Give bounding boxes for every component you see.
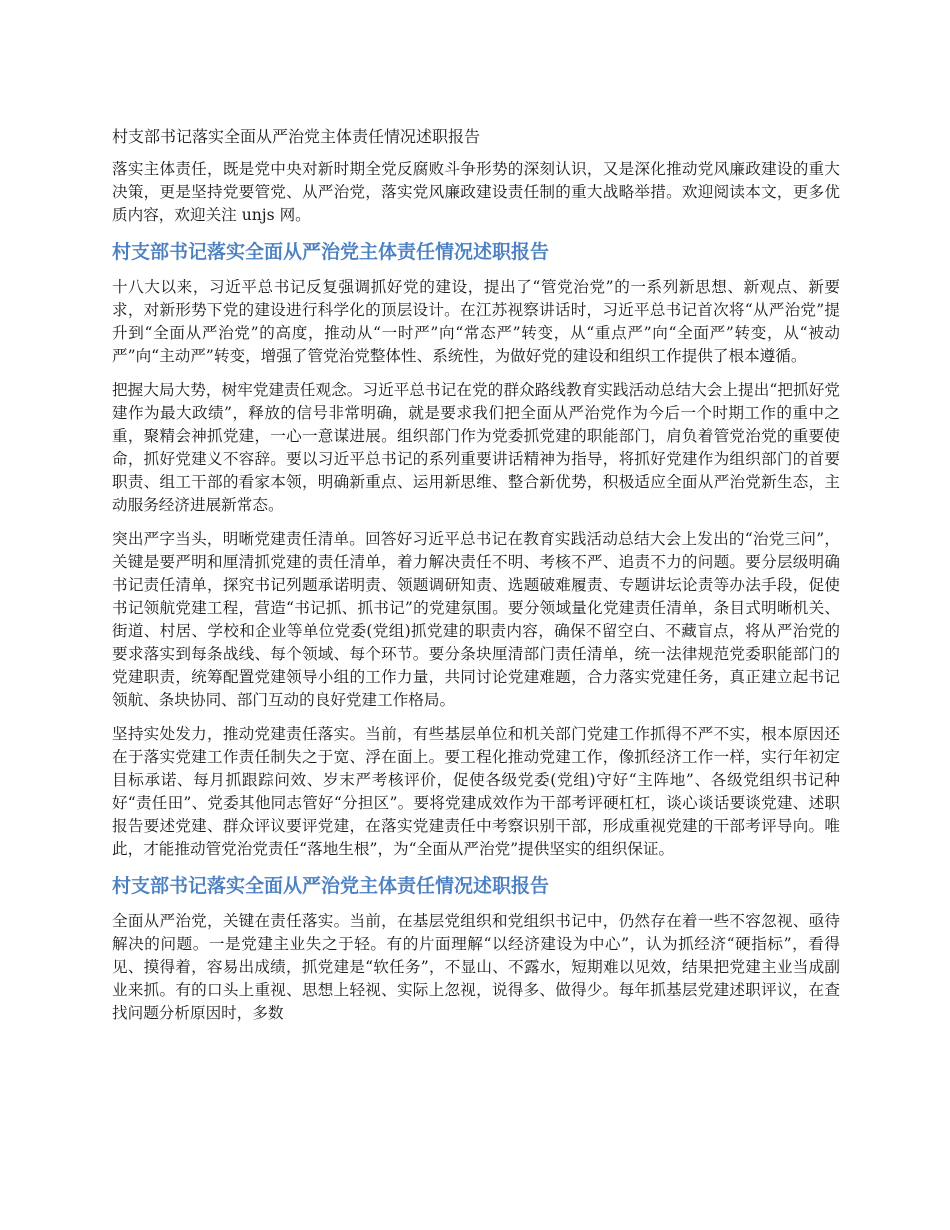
document-page [112, 124, 840, 1036]
section-paragraph: 把握大局大势，树牢党建责任观念。习近平总书记在党的群众路线教育实践活动总结大会上提出“把抓好党建作为最大政绩”，释放的信号非常明确，就是要求我们把全面从严治党作为今后一个时期工作的重中之重，聚精会神抓党建，一心一意谋进展。组织部门作为党委抓党建的职能部门，肩负着管党治党的重要使命，抓好党建义不容辞。要以习近平总书记的系列重要讲话精神为指导，将抓好党建作为组织部门的首要职责、组工干部的看家本领，明确新重点、运用新思维、整合新优势，积极适应全面从严治党新生态，主动服务经济进展新常态。 [112, 381, 840, 514]
section-paragraph: 全面从严治党，关键在责任落实。当前，在基层党组织和党组织书记中，仍然存在着一些不容忽视、亟待解决的问题。一是党建主业失之于轻。有的片面理解“以经济建设为中心”，认为抓经济“硬指标”，看得见、摸得着，容易出成绩，抓党建是“软任务”，不显山、不露水，短期难以见效，结果把党建主业当成副业来抓。有的口头上重视、思想上轻视、实际上忽视，说得多、做得少。每年抓基层党建述职评议，在查找问题分析原因时，多数 [112, 912, 840, 1022]
section-paragraph: 坚持实处发力，推动党建责任落实。当前，有些基层单位和机关部门党建工作抓得不严不实，根本原因还在于落实党建工作责任制失之于宽、浮在面上。要工程化推动党建工作，像抓经济工作一样，实行年初定目标承诺、每月抓跟踪问效、岁末严考核评价，促使各级党委(党组)守好“主阵地”、各级党组织书记种好“责任田”、党委其他同志管好“分担区”。要将党建成效作为干部考评硬杠杠，谈心谈话要谈党建、述职报告要述党建、群众评议要评党建，在落实党建责任中考察识别干部，形成重视党建的干部考评导向。唯此，才能推动管党治党责任“落地生根”，为“全面从严治党”提供坚实的组织保证。 [112, 725, 840, 858]
section-paragraph: 突出严字当头，明晰党建责任清单。回答好习近平总书记在教育实践活动总结大会上发出的“治党三问”，关键是要严明和厘清抓党建的责任清单，着力解决责任不明、考核不严、追责不力的问题。要分层级明确书记责任清单，探究书记列题承诺明责、领题调研知责、选题破难履责、专题讲坛论责等办法手段，促使书记领航党建工程，营造“书记抓、抓书记”的党建氛围。要分领域量化党建责任清单，条目式明晰机关、街道、村居、学校和企业等单位党委(党组)抓党建的职责内容，确保不留空白、不藏盲点，将从严治党的要求落实到每条战线、每个领域、每个环节。要分条块厘清部门责任清单，统一法律规范党委职能部门的党建职责，统筹配置党建领导小组的工作力量，共同讨论党建难题，合力落实党建任务，真正建立起书记领航、条块协同、部门互动的良好党建工作格局。 [112, 530, 840, 709]
section-heading: 村支部书记落实全面从严治党主体责任情况述职报告 [112, 875, 550, 897]
section-paragraph: 十八大以来，习近平总书记反复强调抓好党的建设，提出了“管党治党”的一系列新思想、新观点、新要求，对新形势下党的建设进行科学化的顶层设计。在江苏视察讲话时，习近平总书记首次将“从严治党”提升到“全面从严治党”的高度，推动从“一时严”向“常态严”转变，从“重点严”向“全面严”转变，从“被动严”向“主动严”转变，增强了管党治党整体性、系统性，为做好党的建设和组织工作提供了根本遵循。 [112, 278, 840, 365]
document-title: 村支部书记落实全面从严治党主体责任情况述职报告 [112, 127, 481, 146]
intro-paragraph: 落实主体责任，既是党中央对新时期全党反腐败斗争形势的深刻认识，又是深化推动党风廉政建设的重大决策，更是坚持党要管党、从严治党，落实党风廉政建设责任制的重大战略举措。欢迎阅读本文，更多优质内容，欢迎关注 unjs 网。 [112, 160, 840, 224]
section-heading: 村支部书记落实全面从严治党主体责任情况述职报告 [112, 241, 550, 263]
